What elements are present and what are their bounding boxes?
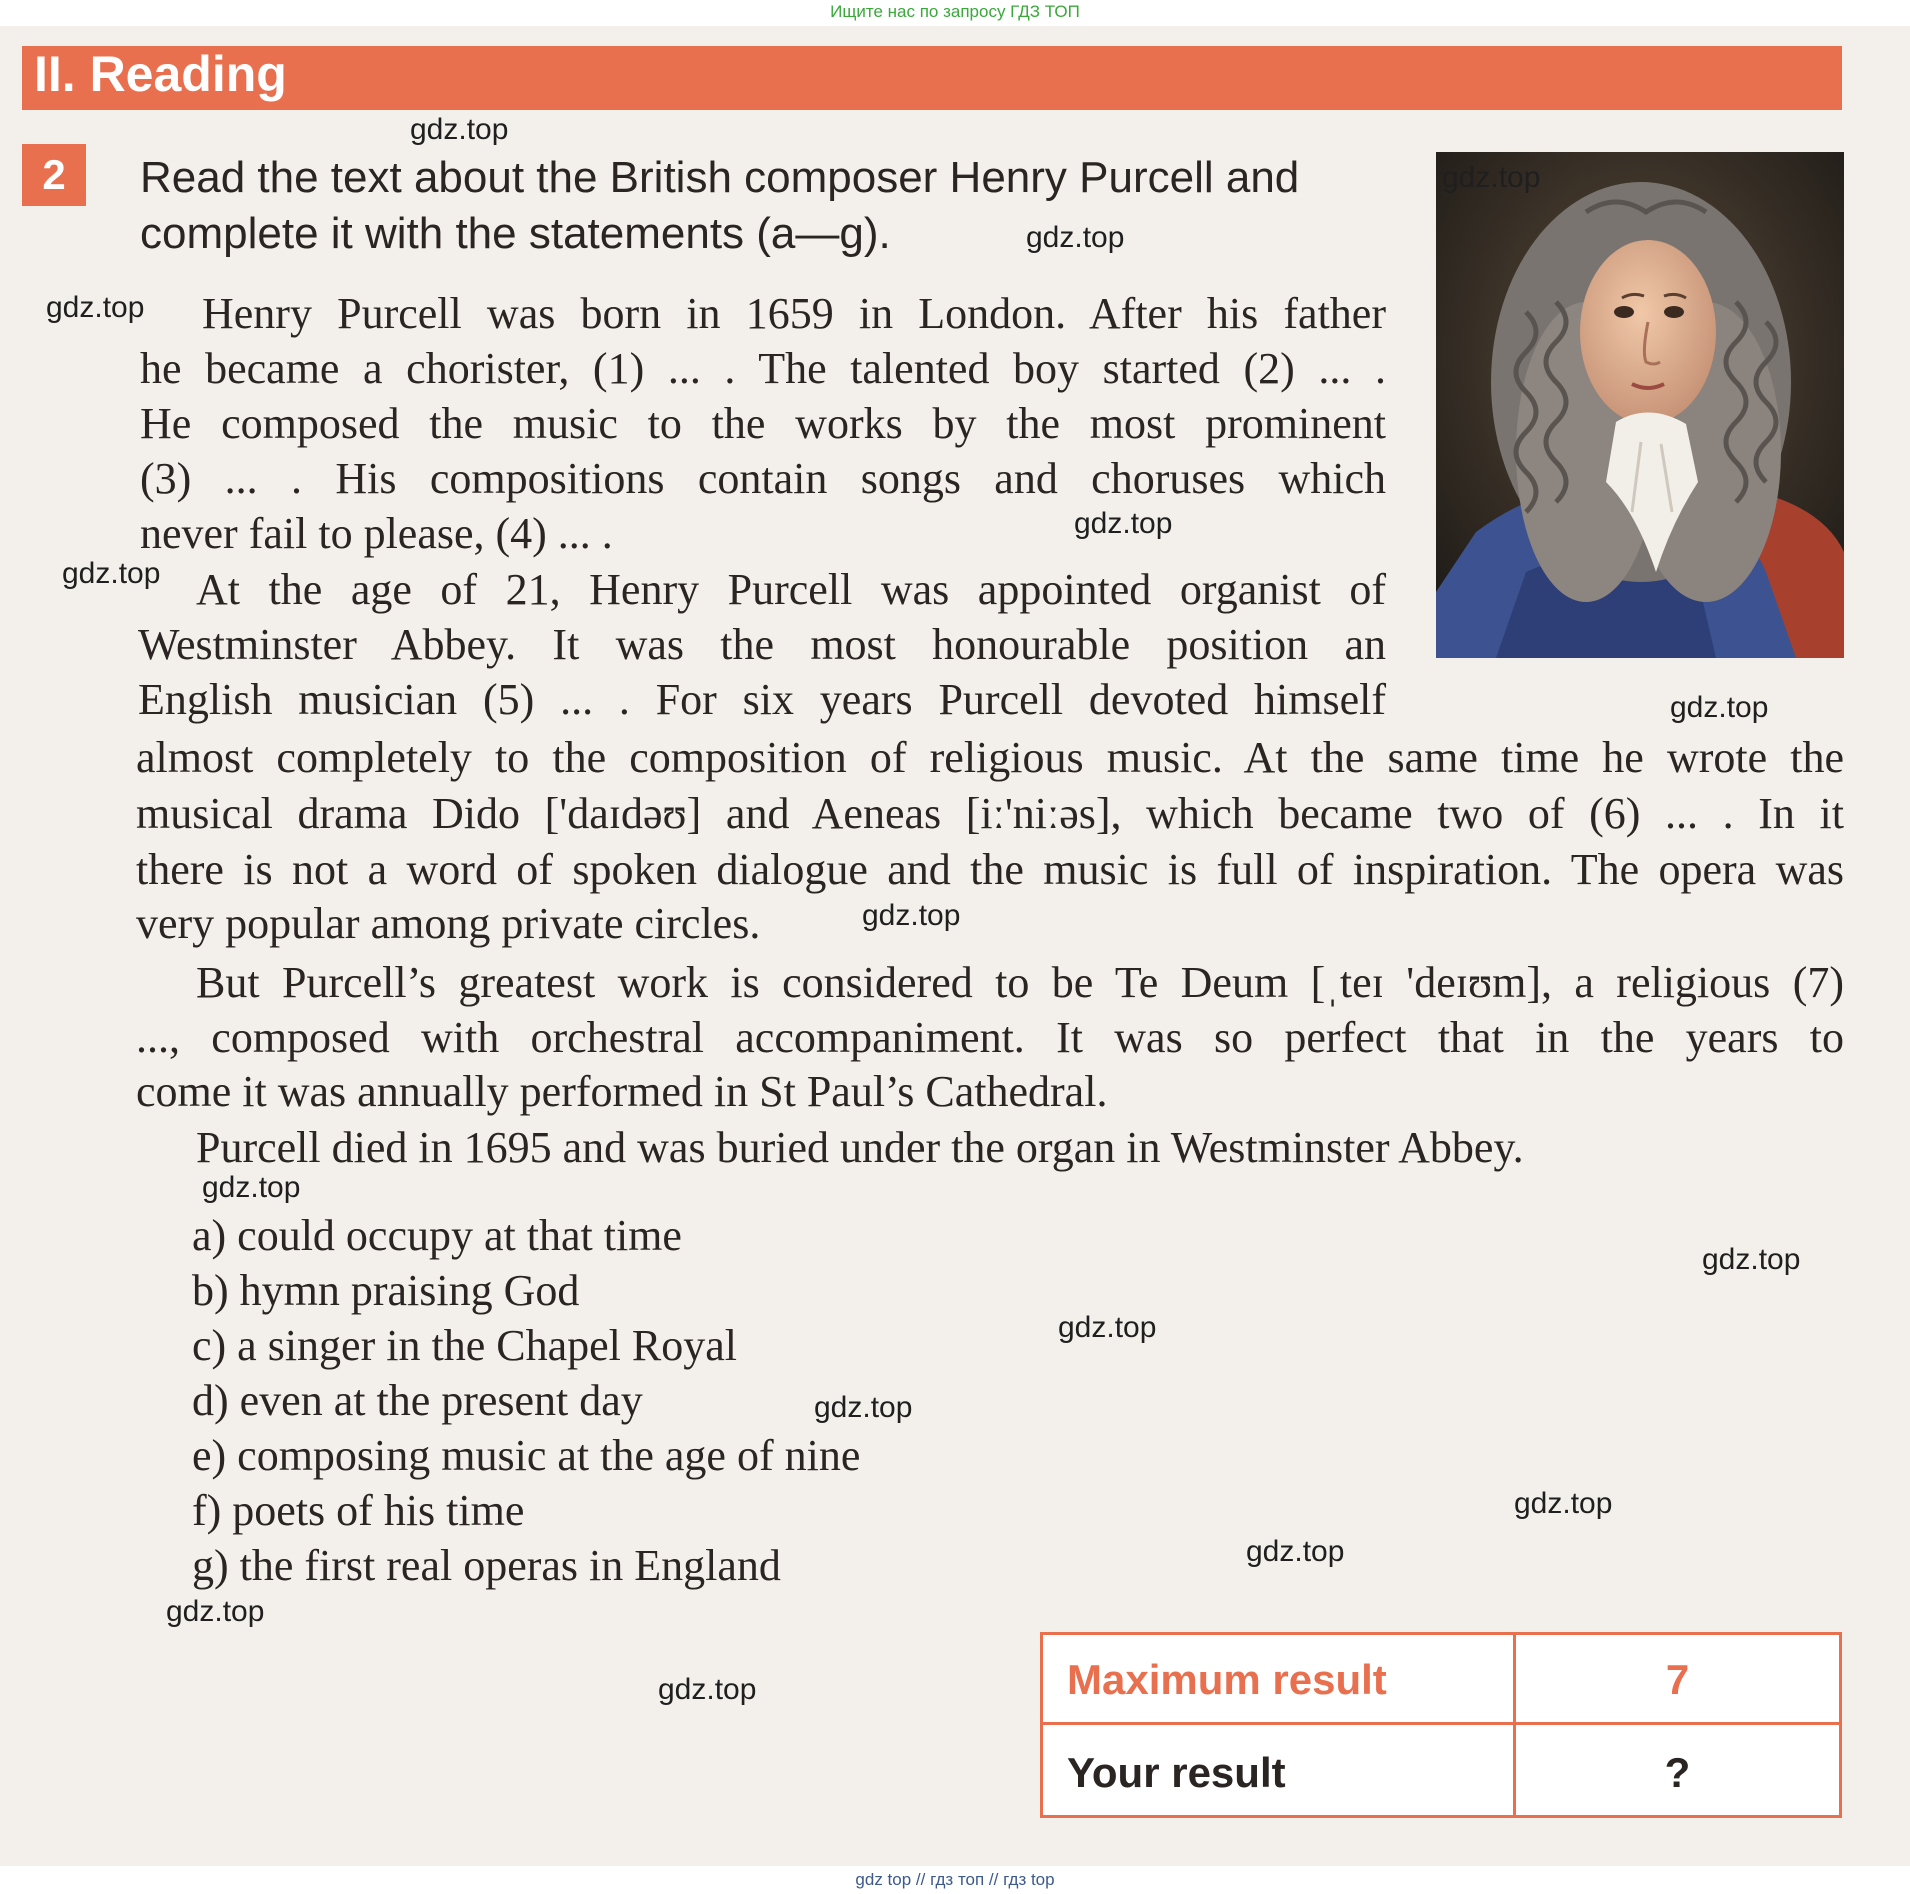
watermark: gdz.top	[62, 557, 161, 590]
text-line: there is not a word of spoken dialogue and the music is full of inspiration. The opera was	[136, 845, 1844, 894]
watermark: gdz.top	[1514, 1487, 1613, 1520]
text-line: he became a chorister, (1) ... . The talented boy started (2) ... .	[140, 344, 1386, 393]
table-row-maximum	[1043, 1635, 1839, 1725]
watermark: gdz.top	[1442, 161, 1541, 194]
watermark: gdz.top	[1058, 1311, 1157, 1344]
option-c: c) a singer in the Chapel Royal	[192, 1321, 737, 1370]
text-line: At the age of 21, Henry Purcell was appointed organist of	[196, 565, 1386, 614]
watermark: gdz.top	[202, 1171, 301, 1204]
option-f: f) poets of his time	[192, 1486, 525, 1535]
section-title: II. Reading	[34, 46, 287, 102]
watermark: gdz.top	[166, 1595, 265, 1628]
text-line: (3) ... . His compositions contain songs and choruses which	[140, 454, 1386, 503]
maximum-result-value: 7	[1665, 1656, 1690, 1703]
exercise-instruction	[140, 150, 1400, 262]
watermark: gdz.top	[1246, 1535, 1345, 1568]
option-e: e) composing music at the age of nine	[192, 1431, 861, 1480]
section-header-bar	[22, 46, 1842, 110]
results-table	[1040, 1632, 1842, 1818]
watermark: gdz.top	[1026, 221, 1125, 254]
bottom-banner-link[interactable]: gdz top // гдз топ // гдз top	[0, 1866, 1910, 1894]
text-line: ..., composed with orchestral accompaniment. It was so perfect that in the years to	[136, 1013, 1844, 1062]
watermark: gdz.top	[46, 291, 145, 324]
instruction-line: complete it with the statements (a—g).	[140, 209, 891, 258]
instruction-line: Read the text about the British composer Henry Purcell and	[140, 153, 1300, 202]
top-banner-link[interactable]: Ищите нас по запросу ГДЗ ТОП	[0, 0, 1910, 26]
watermark: gdz.top	[1702, 1243, 1801, 1276]
option-a: a) could occupy at that time	[192, 1211, 682, 1260]
text-line: English musician (5) ... . For six years Purcell devoted himself	[138, 675, 1386, 724]
table-row-your-result	[1043, 1728, 1839, 1818]
watermark: gdz.top	[1074, 507, 1173, 540]
text-line: He composed the music to the works by the most prominent	[140, 399, 1386, 448]
watermark: gdz.top	[1670, 691, 1769, 724]
text-line: Westminster Abbey. It was the most honourable position an	[138, 620, 1386, 669]
exercise-number-badge: 2	[22, 144, 86, 206]
text-line: But Purcell’s greatest work is considered to be Te Deum [ˌteɪ 'deɪʊm], a religious (7)	[196, 958, 1844, 1007]
watermark: gdz.top	[814, 1391, 913, 1424]
option-d: d) even at the present day	[192, 1376, 643, 1425]
text-line: almost completely to the composition of religious music. At the same time he wrote the	[136, 733, 1844, 782]
your-result-value[interactable]: ?	[1664, 1749, 1691, 1796]
option-g: g) the first real operas in England	[192, 1541, 781, 1590]
watermark: gdz.top	[862, 899, 961, 932]
text-line: never fail to please, (4) ... .	[140, 509, 613, 558]
henry-purcell-portrait	[1436, 152, 1844, 658]
watermark: gdz.top	[658, 1673, 757, 1706]
text-line: come it was annually performed in St Paul’s Cathedral.	[136, 1067, 1108, 1116]
text-line: Henry Purcell was born in 1659 in London. After his father	[202, 289, 1386, 338]
watermark: gdz.top	[410, 113, 509, 146]
text-line: musical drama Dido ['daɪdəʊ] and Aeneas [iː'niːəs], which became two of (6) ... . In it	[136, 789, 1844, 838]
text-line: very popular among private circles.	[136, 899, 761, 948]
your-result-label: Your result	[1067, 1749, 1286, 1796]
maximum-result-label: Maximum result	[1067, 1656, 1387, 1703]
option-b: b) hymn praising God	[192, 1266, 580, 1315]
text-line: Purcell died in 1695 and was buried under the organ in Westminster Abbey.	[196, 1123, 1524, 1172]
